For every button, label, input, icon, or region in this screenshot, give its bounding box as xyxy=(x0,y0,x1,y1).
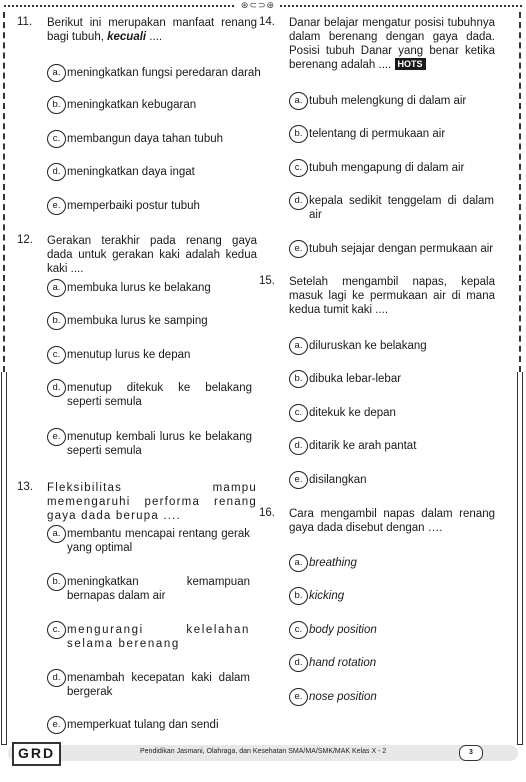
option-text: meningkatkan daya ingat xyxy=(67,166,195,178)
question-number: 15. xyxy=(259,275,275,287)
option-letter: a. xyxy=(289,554,308,572)
option-letter: d. xyxy=(289,192,308,210)
question-16 xyxy=(259,507,495,535)
q14-option-e[interactable] xyxy=(289,242,499,256)
q11-option-a[interactable] xyxy=(47,66,262,80)
page-footer xyxy=(0,742,526,782)
left-border xyxy=(3,12,5,372)
q16-option-e[interactable] xyxy=(289,690,494,704)
option-text: kepala sedikit tenggelam di dalam air xyxy=(309,195,494,221)
option-letter: d. xyxy=(47,379,66,397)
q14-option-b[interactable] xyxy=(289,127,494,141)
q15-option-d[interactable] xyxy=(289,439,494,453)
question-12 xyxy=(17,234,257,276)
q15-option-c[interactable] xyxy=(289,406,494,420)
option-text: menutup lurus ke depan xyxy=(67,349,191,361)
option-text: diluruskan ke belakang xyxy=(309,340,427,352)
option-letter: c. xyxy=(47,621,66,639)
q16-option-d[interactable] xyxy=(289,656,494,670)
option-text: meningkatkan kemampuan bernapas dalam air xyxy=(67,576,250,602)
q16-option-c[interactable] xyxy=(289,623,494,637)
q12-option-c[interactable] xyxy=(47,348,252,362)
q12-option-d[interactable] xyxy=(47,381,252,409)
question-text: Fleksibilitas mampu memengaruhi performa renang gaya dada berupa .... xyxy=(47,482,257,522)
option-letter: d. xyxy=(47,163,66,181)
option-letter: e. xyxy=(47,428,66,446)
option-text: telentang di permukaan air xyxy=(309,128,446,140)
option-letter: c. xyxy=(289,159,308,177)
option-letter: b. xyxy=(47,312,66,330)
publisher-logo: GRD xyxy=(12,742,61,766)
option-text: kicking xyxy=(309,590,345,602)
option-letter: b. xyxy=(47,573,66,591)
q16-option-a[interactable] xyxy=(289,556,494,570)
q16-option-b[interactable] xyxy=(289,589,494,603)
question-text: Berikut ini merupakan manfaat renang bagi tubuh, kecuali .... xyxy=(47,17,257,43)
option-letter: e. xyxy=(289,471,308,489)
option-letter: e. xyxy=(289,240,308,258)
q15-option-b[interactable] xyxy=(289,372,494,386)
option-text: membangun daya tahan tubuh xyxy=(67,133,224,145)
question-13 xyxy=(17,481,257,523)
option-letter: d. xyxy=(47,669,66,687)
hots-badge: HOTS xyxy=(395,58,426,70)
option-text: ditekuk ke depan xyxy=(309,407,396,419)
option-text: hand rotation xyxy=(309,657,377,669)
option-letter: b. xyxy=(289,125,308,143)
option-text: breathing xyxy=(309,557,357,569)
option-letter: b. xyxy=(47,96,66,114)
option-text: memperbaiki postur tubuh xyxy=(67,200,200,212)
right-border xyxy=(519,12,521,372)
option-letter: b. xyxy=(289,370,308,388)
option-letter: a. xyxy=(289,337,308,355)
option-letter: e. xyxy=(47,197,66,215)
option-text: dibuka lebar-lebar xyxy=(309,373,402,385)
q13-option-d[interactable] xyxy=(47,671,250,699)
left-border-bar xyxy=(1,372,7,745)
question-11 xyxy=(17,16,257,44)
option-text: membuka lurus ke belakang xyxy=(67,282,211,294)
q11-option-b[interactable] xyxy=(47,98,262,112)
q13-option-c[interactable] xyxy=(47,623,250,651)
option-text: menutup kembali lurus ke belakang seperti semula xyxy=(67,431,252,457)
q15-option-e[interactable] xyxy=(289,473,494,487)
q12-option-a[interactable] xyxy=(47,281,252,295)
question-14 xyxy=(259,16,495,72)
right-border-bar xyxy=(517,372,523,745)
option-letter: c. xyxy=(47,130,66,148)
option-text: membuka lurus ke samping xyxy=(67,315,208,327)
option-text: memperkuat tulang dan sendi xyxy=(67,719,219,731)
question-15 xyxy=(259,275,495,317)
option-text: tubuh melengkung di dalam air xyxy=(309,95,467,107)
option-text: tubuh mengapung di dalam air xyxy=(309,162,465,174)
q11-option-e[interactable] xyxy=(47,199,262,213)
q11-option-c[interactable] xyxy=(47,132,262,146)
option-text: mengurangi kelelahan selama berenang xyxy=(67,624,250,650)
option-letter: c. xyxy=(289,621,308,639)
page-number: 3 xyxy=(459,745,483,761)
q15-option-a[interactable] xyxy=(289,339,494,353)
option-letter: c. xyxy=(289,404,308,422)
option-text: body position xyxy=(309,624,377,636)
option-letter: b. xyxy=(289,587,308,605)
option-letter: a. xyxy=(47,64,66,82)
q14-option-c[interactable] xyxy=(289,161,494,175)
option-letter: c. xyxy=(47,346,66,364)
q13-option-a[interactable] xyxy=(47,527,250,555)
option-text: nose position xyxy=(309,691,377,703)
q12-option-e[interactable] xyxy=(47,430,252,458)
option-text: meningkatkan fungsi peredaran darah xyxy=(67,67,261,79)
option-letter: d. xyxy=(289,654,308,672)
question-number: 12. xyxy=(17,234,33,246)
question-number: 11. xyxy=(17,16,33,28)
footer-title: Pendidikan Jasmani, Olahraga, dan Kesehatan SMA/MA/SMK/MAK Kelas X - 2 xyxy=(140,748,387,755)
option-letter: a. xyxy=(47,525,66,543)
question-number: 16. xyxy=(259,507,275,519)
option-letter: e. xyxy=(47,716,66,734)
option-text: menambah kecepatan kaki dalam bergerak xyxy=(67,672,250,698)
q14-option-d[interactable] xyxy=(289,194,494,222)
option-text: meningkatkan kebugaran xyxy=(67,99,197,111)
top-emblem: ⊛⊂⊃⊛ xyxy=(236,0,280,11)
option-text: menutup ditekuk ke belakang seperti semula xyxy=(67,382,252,408)
q13-option-e[interactable] xyxy=(47,718,250,732)
question-text: Cara mengambil napas dalam renang gaya dada disebut dengan …. xyxy=(289,508,495,534)
question-text: Danar belajar mengatur posisi tubuhnya dalam berenang dengan gaya dada. Posisi tubuh Danar yang benar ketika berenang adalah .... HOTS xyxy=(289,17,495,71)
option-text: ditarik ke arah pantat xyxy=(309,440,417,452)
question-text: Setelah mengambil napas, kepala masuk lagi ke permukaan air di mana kedua tumit kaki .... xyxy=(289,276,495,316)
emphasis: kecuali xyxy=(107,31,147,43)
option-letter: d. xyxy=(289,437,308,455)
option-letter: a. xyxy=(47,279,66,297)
question-number: 14. xyxy=(259,16,275,28)
q11-option-d[interactable] xyxy=(47,165,262,179)
option-text: tubuh sejajar dengan permukaan air xyxy=(309,243,494,255)
option-text: membantu mencapai rentang gerak yang optimal xyxy=(67,528,250,554)
option-text: disilangkan xyxy=(309,474,367,486)
question-text: Gerakan terakhir pada renang gaya dada untuk gerakan kaki adalah kedua kaki .... xyxy=(47,235,257,275)
option-letter: e. xyxy=(289,688,308,706)
q14-option-a[interactable] xyxy=(289,94,494,108)
option-letter: a. xyxy=(289,92,308,110)
q13-option-b[interactable] xyxy=(47,575,250,603)
q12-option-b[interactable] xyxy=(47,314,252,328)
question-number: 13. xyxy=(17,481,33,493)
